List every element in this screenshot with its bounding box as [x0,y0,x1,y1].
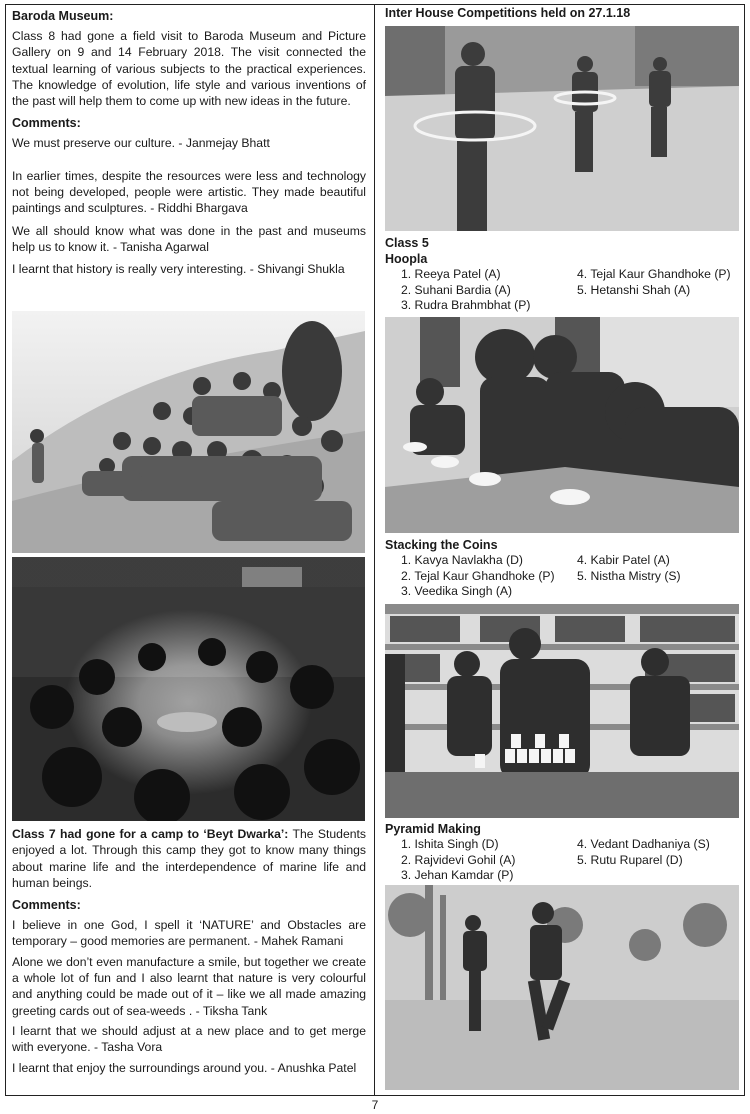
stacking-cups-photo [385,604,739,818]
left-column [12,8,366,278]
coins-winners [385,553,739,601]
list-item: 3. Rudra Brahmbhat (P) [401,298,531,312]
hoopla-indoor-photo [385,317,739,533]
hoopla-outdoor-photo [385,26,739,231]
comment-4: I learnt that history is really very interesting. - Shivangi Shukla [12,262,345,277]
camp-heading: Class 7 had gone for a camp to ‘Beyt Dwarka’: [12,827,289,841]
pyramid-winners [385,837,739,885]
camp-comment-4: I learnt that enjoy the surroundings around you. - Anushka Patel [12,1060,357,1075]
column-divider [374,4,375,1096]
hoopla-heading: Hoopla [385,252,428,266]
list-item: 3. Veedika Singh (A) [401,584,513,598]
list-item: 1. Kavya Navlakha (D) [401,553,523,567]
list-item: 1. Reeya Patel (A) [401,267,501,281]
right-column [385,5,739,21]
pyramid-section [385,821,739,885]
camp-text: The Students enjoyed a lot. Through this camp they got to know many things about marine life and the interdependence of marine life and human beings. [12,827,366,890]
hoopla-winners [385,267,739,315]
coins-section [385,537,739,601]
list-item: 5. Rutu Ruparel (D) [577,852,683,867]
camp-paragraph [12,826,366,891]
class-5-label: Class 5 [385,236,429,250]
list-item: 4. Vedant Dadhaniya (S) [577,837,710,851]
page-number: 7 [371,1098,379,1112]
camp-comment-2: Alone we don’t even manufacture a smile, but together we create a whole lot of fun and I also learnt that nature is very colourful and anything could be made out of it – like we all made amazing greeting cards out of sea-weeds . - Tiksha Tank [12,954,366,1018]
comments-heading-2: Comments: [12,898,81,913]
list-item: 1. Ishita Singh (D) [401,837,499,851]
camp-section [12,826,366,1076]
hopping-race-photo [385,885,739,1090]
camp-comment-3: I learnt that we should adjust at a new place and to get merge with everyone. - Tasha Vora [12,1023,366,1055]
comments-heading-1: Comments: [12,116,81,131]
list-item: 3. Jehan Kamdar (P) [401,868,514,882]
list-item: 2. Rajvidevi Gohil (A) [401,852,516,867]
museum-paragraph: Class 8 had gone a field visit to Baroda Museum and Picture Gallery on 9 and 14 February 2018. The visit connected the textual learning of various subjects to the practical experiences. The knowledge of evolution, life style and various inventions of the past will help them to come up with new ideas in the future. [12,29,366,109]
list-item: 4. Tejal Kaur Ghandhoke (P) [577,267,731,281]
camp-comment-1: I believe in one God, I spell it ‘NATURE’ and Obstacles are temporary – good memories are permanent. - Mahek Ramani [12,918,366,949]
list-item: 2. Tejal Kaur Ghandhoke (P) [401,568,555,583]
camp-night-photo [12,557,365,821]
comment-2: In earlier times, despite the resources were less and technology not being developed, people were artistic. They made beautiful paintings and sculptures. - Riddhi Bhargava [12,168,366,216]
competitions-heading: Inter House Competitions held on 27.1.18 [385,6,631,20]
coins-heading: Stacking the Coins [385,538,498,552]
list-item: 5. Nistha Mistry (S) [577,568,681,583]
pyramid-heading: Pyramid Making [385,822,481,836]
desert-group-photo [12,311,365,553]
list-item: 5. Hetanshi Shah (A) [577,282,691,297]
hoopla-section [385,235,739,315]
comment-3: We all should know what was done in the past and museums help us to know it. - Tanisha Agarwal [12,223,366,254]
comment-1: We must preserve our culture. - Janmejay Bhatt [12,136,270,151]
list-item: 2. Suhani Bardia (A) [401,282,511,297]
museum-heading: Baroda Museum: [12,9,114,23]
list-item: 4. Kabir Patel (A) [577,553,670,567]
